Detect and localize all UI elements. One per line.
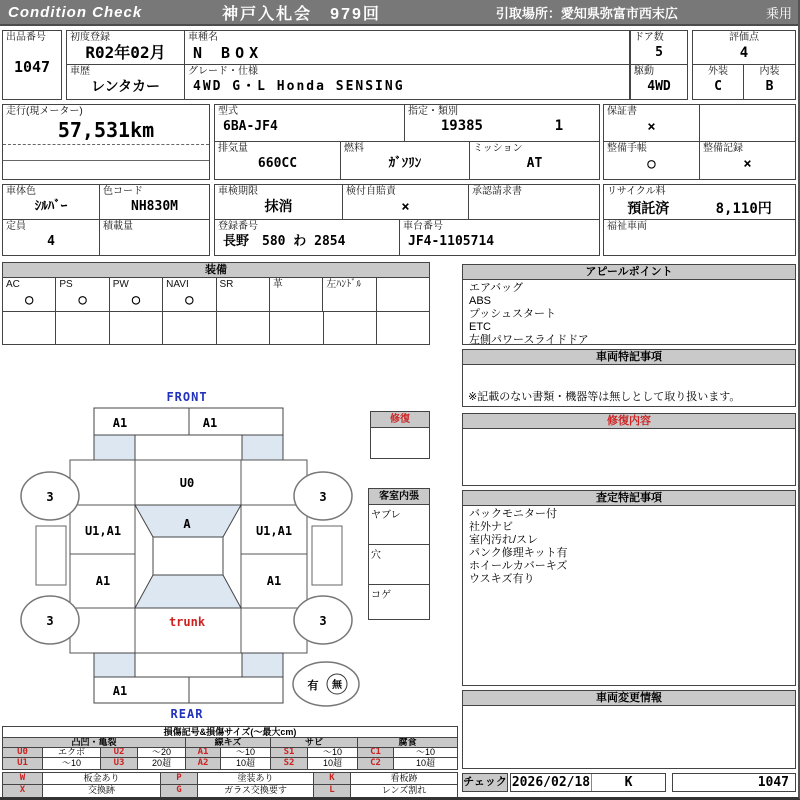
first-registration-label: 初度登録: [70, 32, 110, 43]
equipment-label-leather: 革: [272, 279, 283, 290]
documents-box: [603, 104, 796, 180]
equipment-cell-pw: [110, 278, 163, 311]
assessment-item: パンク修理キット有: [469, 547, 568, 559]
inspection-expiry-label: 車検期限: [218, 186, 258, 197]
registration-model-box: [66, 30, 630, 100]
equipment-label-navi: NAVI: [166, 279, 189, 290]
class-sub-value: 1: [554, 118, 564, 134]
inspection-expiry-value: 抹消: [264, 199, 293, 215]
insurance-cell: [343, 185, 469, 219]
cabin-interior-box: [368, 488, 430, 620]
appeal-item: ETC: [469, 321, 491, 333]
repair-content-panel: [462, 413, 796, 486]
insurance-value: ×: [401, 199, 410, 215]
type-code-label: 型式: [218, 106, 238, 117]
check-label-cell: チェック: [462, 773, 508, 792]
appeal-item: プッシュスタート: [469, 308, 557, 320]
front-direction-label: FRONT: [166, 390, 208, 404]
wheel-front-left-tread: 3: [46, 490, 54, 504]
assessment-item: ウスキズ有り: [469, 573, 535, 585]
recycle-status-value: 預託済: [627, 201, 670, 217]
history-value: レンタカー: [90, 79, 161, 95]
drive-value: 4WD: [647, 79, 671, 94]
legend-code: A1: [186, 748, 221, 757]
equipment-table: [2, 262, 430, 345]
chassis-number-value: JF4-1105714: [408, 234, 495, 249]
legend-code: S1: [271, 748, 308, 757]
score-cell: [693, 31, 795, 64]
damage-legend-title: 損傷記号&損傷サイズ(〜最大cm): [163, 727, 297, 737]
legend-code: L: [314, 785, 351, 797]
maintenance-record-cell: [700, 142, 795, 179]
inspection-expiry-cell: [215, 185, 343, 219]
legend-group-corrosion: 腐食: [358, 738, 457, 747]
welfare-vehicle-label: 福祉車両: [607, 221, 647, 232]
body-color-value: ｼﾙﾊﾞｰ: [34, 199, 68, 214]
equipment-empty-3: [110, 312, 163, 345]
legend-code: S2: [271, 758, 308, 769]
assessment-item: 社外ナビ: [469, 521, 513, 533]
change-info-title: 車両変更情報: [463, 691, 795, 706]
assessment-item: バックモニター付: [469, 508, 557, 520]
interior-grade-cell: [744, 65, 795, 99]
legend-desc: 〜10: [308, 748, 358, 757]
rear-window: [135, 575, 241, 608]
maintenance-book-value: ○: [647, 156, 656, 172]
legend-code: G: [161, 785, 198, 797]
lot-number-value: 1047: [13, 58, 51, 76]
appeal-points-title: アピールポイント: [463, 265, 795, 280]
vehicle-notes-disclaimer: ※記載のない書類・機器等は無しとして取り扱います。: [468, 391, 741, 403]
engine-box: [214, 104, 600, 180]
repair-flag-box: [370, 411, 430, 459]
recycle-fee-label: リサイクル料: [607, 186, 666, 197]
exterior-grade-value: C: [714, 79, 722, 94]
exterior-grade-label: 外装: [708, 66, 728, 77]
presence-oval: [293, 662, 359, 706]
interior-grade-value: B: [765, 79, 774, 94]
vehicle-notes-panel: [462, 349, 796, 407]
doors-label: ドア数: [634, 32, 664, 43]
mileage-box: [2, 104, 210, 180]
registration-box: [214, 184, 600, 256]
fuel-cell: [341, 142, 470, 179]
legend-desc: 20超: [138, 758, 186, 769]
cabin-interior-hole-cell: 穴: [369, 545, 429, 585]
first-registration-cell: [67, 31, 185, 64]
chassis-number-label: 車台番号: [403, 221, 443, 232]
vehicle-notes-title: 車両特記事項: [463, 350, 795, 365]
transmission-label: ミッション: [473, 143, 523, 154]
legend-desc: 交換跡: [43, 785, 161, 797]
trunk-label: trunk: [168, 615, 206, 629]
capacity-cell: [3, 220, 100, 255]
legend-desc: 塗装あり: [198, 773, 314, 784]
left-front-panel-mark: U1,A1: [84, 524, 122, 538]
doors-cell: [631, 31, 687, 64]
maintenance-record-label: 整備記録: [703, 143, 743, 154]
windshield-mark: A: [183, 517, 191, 531]
class-number-cell: [405, 105, 599, 141]
class-number-label: 指定・類別: [408, 106, 458, 117]
type-code-value: 6BA-JF4: [223, 119, 278, 134]
right-mirror-panel: [312, 526, 342, 585]
legend-code: K: [314, 773, 351, 784]
model-name-value: N BOX: [193, 44, 264, 62]
equipment-title: 装備: [3, 263, 429, 278]
equipment-mark-pw: ○: [131, 292, 141, 308]
check-inspector: K: [624, 775, 633, 790]
fuel-label: 燃料: [344, 143, 364, 154]
legend-code: U2: [101, 748, 138, 757]
equipment-empty-2: [56, 312, 109, 345]
left-mirror-panel: [36, 526, 66, 585]
exterior-grade-cell: [693, 65, 744, 99]
change-info-body: [463, 706, 795, 768]
drive-label: 駆動: [634, 66, 654, 77]
title-bar: [0, 0, 800, 26]
registration-number-value: 長野 580 わ 2854: [223, 234, 346, 249]
equipment-mark-ac: ○: [24, 292, 34, 308]
pickup-location: 引取場所：愛知県弥富市西末広: [495, 5, 678, 21]
chassis-number-cell: [400, 220, 599, 255]
registration-number-label: 登録番号: [218, 221, 258, 232]
right-front-panel-mark: U1,A1: [255, 524, 293, 538]
legend-desc: 〜10: [221, 748, 271, 757]
class-number-value: 19385: [440, 118, 483, 134]
mileage-cell: [3, 105, 209, 145]
assessment-notes-title: 査定特記事項: [463, 491, 795, 506]
history-label: 車歴: [70, 66, 90, 77]
documents-empty-cell: [700, 105, 795, 141]
taillight-right: [242, 653, 283, 677]
equipment-label-ac: AC: [6, 279, 20, 290]
capacity-value: 4: [47, 234, 55, 249]
check-date: 2026/02/18: [511, 775, 591, 790]
displacement-value: 660CC: [257, 156, 298, 171]
legend-desc: 〜10: [415, 748, 435, 757]
front-bumper-right-mark: A1: [202, 416, 218, 430]
left-rear-panel-mark: A1: [95, 574, 111, 588]
maintenance-book-cell: [604, 142, 700, 179]
displacement-cell: [215, 142, 341, 179]
legend-code: U3: [101, 758, 138, 769]
roof: [153, 537, 223, 575]
mileage-value: 57,531km: [57, 118, 155, 142]
vehicle-class: 乗用: [765, 5, 792, 21]
score-label: 評価点: [729, 32, 759, 43]
doors-value: 5: [655, 45, 663, 60]
color-code-cell: [100, 185, 209, 219]
legend-desc: 〜20: [138, 748, 186, 757]
damage-legend-table: [2, 726, 458, 770]
interior-grade-label: 内装: [759, 66, 780, 77]
transmission-cell: [470, 142, 599, 179]
appeal-points-panel: [462, 264, 796, 345]
legend-desc: 看板跡: [390, 773, 418, 783]
load-capacity-label: 積載量: [103, 221, 133, 232]
equipment-cell-leather: [270, 278, 323, 311]
lot-number-label: 出品番号: [6, 32, 46, 43]
assessment-item: 室内汚れ/スレ: [469, 534, 539, 546]
equipment-cell-empty: [377, 278, 429, 311]
legend-code: P: [161, 773, 198, 784]
legend-group-scratch: 線キズ: [186, 738, 271, 747]
drive-cell: [631, 65, 687, 99]
recycle-fee-cell: [604, 185, 795, 219]
warranty-value: ×: [647, 119, 656, 135]
presence-yes-label: 有: [307, 679, 319, 692]
legend-desc: レンズ割れ: [381, 785, 427, 795]
cabin-interior-title: 客室内張: [369, 489, 429, 505]
legend-desc: 10超: [308, 758, 358, 769]
repair-legend-table: [2, 772, 458, 798]
equipment-cell-sr: [217, 278, 270, 311]
mileage-extra-row-1: [3, 145, 209, 161]
legend-code: W: [3, 773, 43, 784]
equipment-mark-ps: ○: [78, 292, 87, 308]
check-lot-box: [672, 773, 796, 792]
welfare-vehicle-cell: [604, 220, 795, 255]
mileage-extra-row-2: [3, 161, 209, 179]
legend-desc: 10超: [415, 758, 435, 768]
legend-desc: ガラス交換要す: [198, 785, 314, 797]
grade-cell: [185, 65, 629, 99]
history-cell: [67, 65, 185, 99]
body-color-cell: [3, 185, 100, 219]
legend-code: C1: [358, 748, 394, 757]
doors-drive-box: [630, 30, 688, 100]
displacement-label: 排気量: [218, 143, 248, 154]
fuel-value: ｶﾞｿﾘﾝ: [388, 156, 422, 171]
equipment-label-sr: SR: [219, 279, 234, 290]
registration-number-cell: [215, 220, 400, 255]
taillight-left: [94, 653, 135, 677]
damage-diagram: [10, 388, 362, 722]
legend-code: U0: [3, 748, 43, 757]
score-value: 4: [739, 45, 749, 61]
equipment-empty-4: [163, 312, 216, 345]
repair-content-body: [463, 429, 795, 485]
color-code-value: NH830M: [131, 199, 178, 214]
legend-code: U1: [3, 758, 43, 769]
transmission-value: AT: [526, 156, 543, 171]
legend-code: A2: [186, 758, 221, 769]
equipment-mark-navi: ○: [185, 292, 194, 308]
equipment-cell-ac: [3, 278, 56, 311]
presence-no-label: 無: [332, 680, 342, 691]
wheel-rear-right-tread: 3: [319, 614, 327, 628]
score-box: [692, 30, 796, 100]
hood-mark: U0: [179, 476, 195, 490]
first-registration-value: R02年02月: [85, 43, 166, 62]
equipment-label-pw: PW: [112, 279, 129, 290]
approval-request-label: 承認請求書: [472, 186, 522, 197]
headlight-right: [242, 435, 283, 460]
grade-label: グレード・仕様: [188, 66, 258, 77]
equipment-cell-ps: [56, 278, 109, 311]
legend-code: X: [3, 785, 43, 797]
grade-value: 4WD G・L Honda SENSING: [193, 79, 405, 94]
legend-desc: エクボ: [43, 748, 101, 757]
equipment-empty-6: [270, 312, 323, 345]
body-color-label: 車体色: [6, 186, 36, 197]
model-name-label: 車種名: [188, 32, 218, 43]
brand-logo: Condition Check: [8, 3, 143, 21]
color-code-label: 色コード: [103, 186, 143, 197]
legend-group-dent: 凸凹・亀裂: [3, 738, 186, 747]
recycle-box: [603, 184, 796, 256]
wheel-front-right-tread: 3: [319, 490, 327, 504]
color-capacity-box: [2, 184, 210, 256]
headlight-left: [94, 435, 135, 460]
mileage-label: 走行(現メーター): [6, 106, 83, 117]
legend-code: C2: [358, 758, 394, 769]
assessment-item: ホイールカバーキズ: [469, 560, 568, 572]
load-capacity-cell: [100, 220, 209, 255]
repair-content-title: 修復内容: [463, 414, 795, 429]
appeal-item: ABS: [469, 295, 492, 307]
equipment-empty-7: [324, 312, 376, 345]
wheel-rear-left-tread: 3: [46, 614, 54, 628]
equipment-empty-5: [217, 312, 270, 345]
car-outline-svg: [10, 388, 362, 722]
check-lot-number: 1047: [757, 775, 789, 790]
equipment-label-lhd: 左ﾊﾝﾄﾞﾙ: [326, 279, 362, 290]
capacity-label: 定員: [6, 221, 26, 232]
warranty-label: 保証書: [607, 106, 637, 117]
equipment-cell-lhd: [323, 278, 376, 311]
equipment-empty-1: [3, 312, 56, 345]
insurance-label: 検付自賠責: [346, 186, 396, 197]
cabin-interior-burn-cell: コゲ: [371, 590, 391, 601]
check-box: [510, 773, 666, 792]
rear-direction-label: REAR: [170, 707, 204, 721]
repair-flag-title: 修復: [371, 412, 429, 428]
appeal-item: 左側パワースライドドア: [469, 334, 589, 346]
front-bumper-left-mark: A1: [112, 416, 128, 430]
type-code-cell: [215, 105, 405, 141]
legend-desc: 〜10: [43, 758, 101, 769]
recycle-fee-value: 8,110円: [715, 201, 772, 217]
equipment-label-ps: PS: [59, 279, 73, 290]
change-info-panel: [462, 690, 796, 769]
legend-desc: 10超: [221, 758, 271, 769]
appeal-item: エアバッグ: [469, 282, 524, 294]
assessment-notes-panel: [462, 490, 796, 686]
equipment-cell-navi: [163, 278, 216, 311]
cabin-interior-tear-cell: ヤブレ: [369, 505, 429, 545]
warranty-cell: [604, 105, 700, 141]
legend-group-rust: サビ: [271, 738, 358, 747]
auction-title: 神戸入札会 979回: [222, 5, 381, 23]
approval-request-cell: [469, 185, 599, 219]
legend-desc: 板金あり: [43, 773, 161, 784]
model-name-cell: [185, 31, 629, 64]
maintenance-book-label: 整備手帳: [607, 143, 647, 154]
right-rear-panel-mark: A1: [266, 574, 282, 588]
rear-bumper-mark: A1: [112, 684, 128, 698]
lot-number-box: [2, 30, 62, 100]
maintenance-record-value: ×: [743, 156, 752, 172]
